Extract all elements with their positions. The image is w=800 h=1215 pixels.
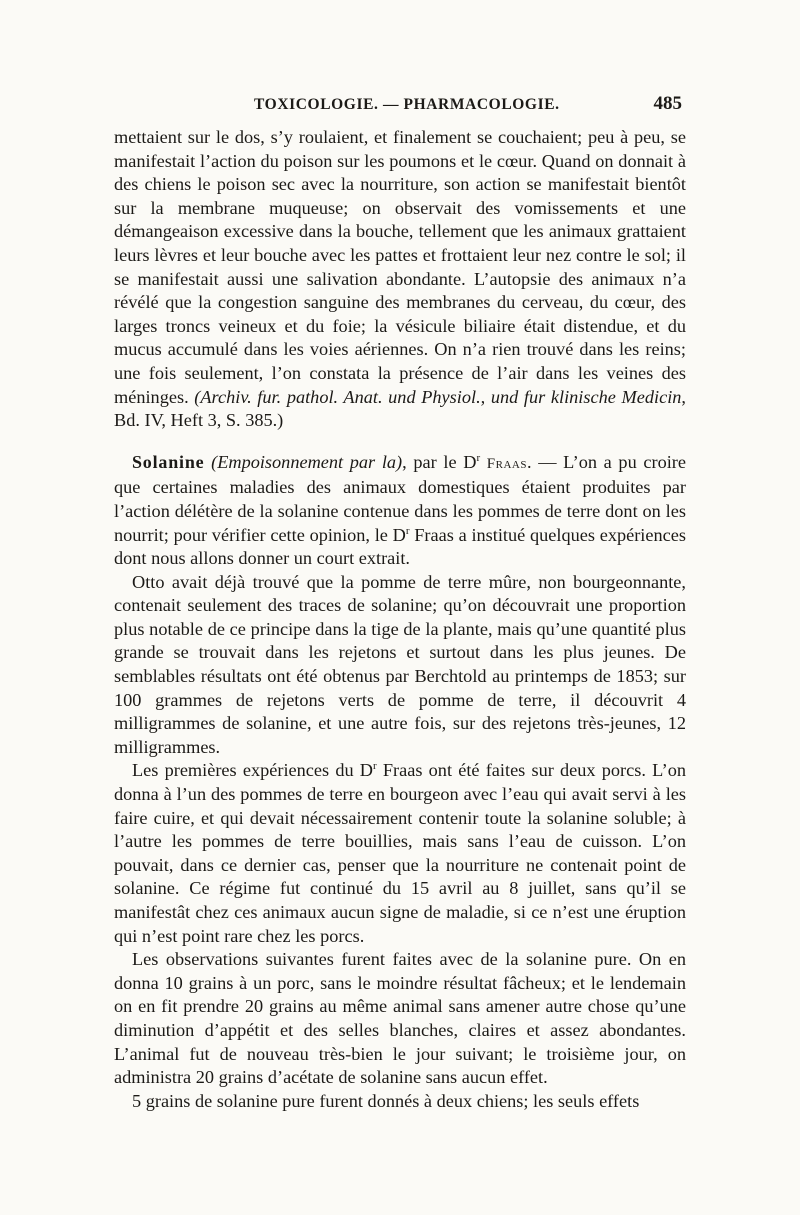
running-head (118, 93, 686, 122)
paragraph-text: Fraas ont été faites sur deux porcs. L’on donna à l’un des pommes de terre en bourgeon avec l’eau qui avait servi à les faire cuire, et qui devait nécessairement contenir toute la solanine soluble; à l’autre les pommes de terre bouillies, mais sans l’eau de cuisson. L’on pouvait, dans ce dernier cas, penser que la nourriture ne contenait point de solanine. Ce régime fut continué du 15 avril au 8 juillet, sans qu’il se manifestât chez ces animaux aucun signe de maladie, si ce n’est une éruption qui n’est point rare chez les porcs. (114, 760, 686, 946)
superscript: r (405, 524, 410, 537)
citation-journal: (Archiv. fur. pathol. Anat. und Physiol., und fur klinische Medicin (194, 386, 682, 407)
paragraph-otto: Otto avait déjà trouvé que la pomme de terre mûre, non bourgeonnante, contenait seulement des traces de solanine; qu’on découvrait une proportion plus notable de ce principe dans la tige de la plante, mais qu’une quantité plus grande se trouvait dans les rejetons et surtout dans les plus jeunes. De semblables résultats ont été obtenus par Berchtold au printemps de 1853; sur 100 grammes de rejetons verts de pomme de terre, il découvrit 4 milligrammes de solanine, et une autre fois, sur des rejetons très-jeunes, 12 milligrammes. (114, 571, 686, 757)
body-text (114, 126, 686, 1113)
paragraph-first-experiments (114, 759, 686, 948)
running-head-title: TOXICOLOGIE. — PHARMACOLOGIE. (254, 96, 560, 113)
paragraph-text: Les premières expériences du D (132, 760, 373, 781)
paragraph-pure-solanine: Les observations suivantes furent faites avec de la solanine pure. On en donna 10 grains à un porc, sans le moindre résultat fâcheux; et le lendemain on en fit prendre 20 grains au même animal sans amener autre chose qu’une diminution d’appétit et des selles blanches, claires et assez abondantes. L’animal fut de nouveau très-bien le jour suivant; le troisième jour, on administra 20 grains d’acétate de solanine sans aucun effet. (114, 949, 686, 1088)
page-number: 485 (653, 93, 682, 114)
paragraph-continued (114, 126, 686, 433)
section-by: , par le D (402, 451, 477, 472)
citation-volume: , Bd. IV, Heft 3, S. 385.) (114, 386, 686, 431)
section-solanine (114, 451, 686, 571)
section-author: Fraas (486, 455, 527, 472)
section-intro-end: Fraas a institué quelques expériences dont nous allons donner un court extrait. (114, 524, 686, 569)
section-heading: Solanine (132, 451, 205, 472)
section-dash: . — (526, 451, 564, 472)
section-intro: L’on a pu croire que certaines maladies des animaux domestiques étaient produites par l’action délétère de la solanine contenue dans les pommes de terre dont on les nourrit; pour vérifier cette opinion, le D (114, 451, 686, 545)
superscript: r (476, 451, 481, 464)
paragraph-text: mettaient sur le dos, s’y roulaient, et finalement se couchaient; peu à peu, se manifestait l’action du poison sur les poumons et le cœur. Quand on donnait à des chiens le poison sec avec la nourriture, son action se manifestait bientôt sur la membrane muqueuse; on observait des vomissements et une démangeaison excessive dans la bouche, tellement que les animaux grattaient leurs lèvres et leur bouche avec les pattes et frottaient leur nez contre le sol; il se manifestait aussi une salivation abondante. L’autopsie des animaux n’a révélé que la congestion sanguine des membranes du cerveau, du cœur, des larges troncs veineux et du foie; la vésicule biliaire était distendue, et du mucus accumulé dans les voies aériennes. On n’a rien trouvé dans les reins; une fois seulement, l’on constata la présence de l’air dans les veines des méninges. (114, 127, 686, 407)
superscript: r (373, 760, 377, 773)
paragraph-dogs: 5 grains de solanine pure furent donnés à deux chiens; les seuls effets (132, 1090, 640, 1111)
section-subtitle: (Empoisonnement par la) (211, 451, 403, 472)
